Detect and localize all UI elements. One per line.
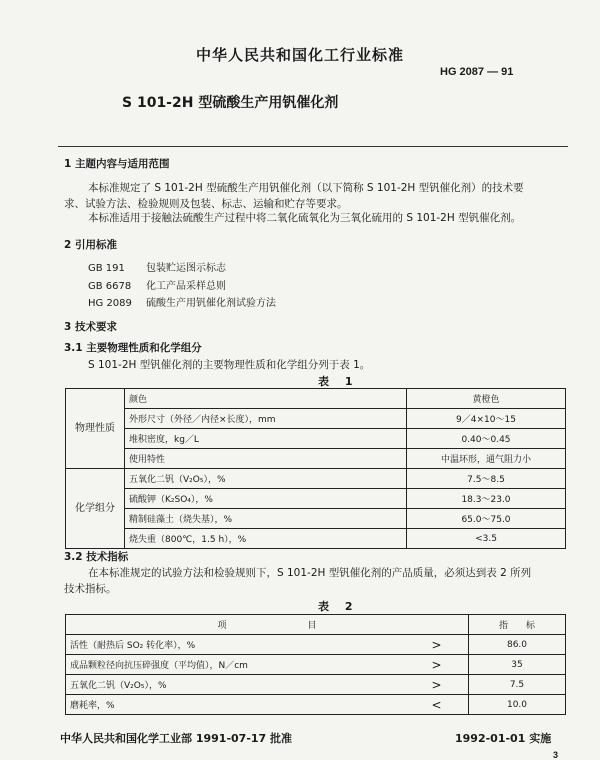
table-cell-value: 中温环形，通气阻力小	[407, 449, 566, 469]
comparison-symbol: >	[405, 655, 469, 675]
table-cell-value: 86.0	[469, 635, 566, 655]
table-cell-item: 五氧化二钒（V₂O₅），%	[66, 675, 406, 695]
table-cell-item: 磨耗率，%	[66, 695, 406, 715]
table-cell-value: 7.5～8.5	[407, 469, 566, 489]
table-cell-item: 堆积密度，kg／L	[125, 429, 407, 449]
title-rule	[58, 146, 568, 147]
table-row	[66, 449, 566, 469]
section-3-2-text-b: 技术指标。	[64, 583, 117, 595]
effective-date: 1992-01-01 实施	[455, 732, 552, 745]
table-row	[66, 389, 566, 409]
page-number: 3	[553, 750, 559, 760]
table-row	[66, 489, 566, 509]
issuer-approval: 中华人民共和国化学工业部 1991-07-17 批准	[60, 732, 293, 745]
group-label-physical: 物理性质	[66, 389, 125, 469]
table-row	[66, 635, 566, 655]
section-2-heading: 2 引用标准	[64, 239, 117, 251]
section-3-1-heading: 3.1 主要物理性质和化学组分	[64, 342, 202, 354]
section-1-para-2: 本标准适用于接触法硫酸生产过程中将二氧化硫氧化为三氧化硫用的 S 101-2H 型钒催化剂。	[88, 212, 522, 224]
table-cell-value: 黄橙色	[407, 389, 566, 409]
table-cell-item: 精制硅藻土（烧失基），%	[125, 509, 407, 529]
table-row	[66, 529, 566, 549]
reference-item: GB 6678 化工产品采样总则	[88, 281, 226, 292]
table-cell-value: 18.3～23.0	[407, 489, 566, 509]
table-row	[66, 675, 566, 695]
comparison-symbol: >	[405, 675, 469, 695]
table-cell-item: 使用特性	[125, 449, 407, 469]
section-3-1-text: S 101-2H 型钒催化剂的主要物理性质和化学组分列于表 1。	[88, 359, 371, 371]
table-2	[65, 614, 566, 715]
table-cell-value: 0.40～0.45	[407, 429, 566, 449]
standard-name: 中华人民共和国化工行业标准	[195, 46, 404, 64]
column-header-item: 项 目	[66, 615, 469, 635]
table-row	[66, 429, 566, 449]
table-cell-value: 65.0～75.0	[407, 509, 566, 529]
section-3-2-heading: 3.2 技术指标	[64, 551, 129, 563]
table-cell-item: 硫酸钾（K₂SO₄），%	[125, 489, 407, 509]
section-1-heading: 1 主题内容与适用范围	[64, 158, 170, 170]
table-1-caption: 表 1	[318, 375, 359, 388]
table-row	[66, 655, 566, 675]
table-cell-value: 9／4×10～15	[407, 409, 566, 429]
table-cell-item: 颜色	[125, 389, 407, 409]
table-header-row	[66, 615, 566, 635]
comparison-symbol: <	[405, 695, 469, 715]
document-title: S 101-2H 型硫酸生产用钒催化剂	[122, 95, 339, 111]
section-3-heading: 3 技术要求	[64, 321, 117, 333]
reference-item: GB 191 包装贮运图示标志	[88, 263, 226, 274]
table-cell-item: 成品颗粒径向抗压碎强度（平均值），N／cm	[66, 655, 406, 675]
section-1-para-1b: 求、试验方法、检验规则及包装、标志、运输和贮存等要求。	[64, 198, 348, 210]
standard-code: HG 2087 — 91	[440, 66, 514, 78]
group-label-chemical: 化学组分	[66, 469, 125, 549]
table-1	[65, 388, 566, 549]
section-1-para-1a: 本标准规定了 S 101-2H 型硫酸生产用钒催化剂（以下简称 S 101-2H 型钒催化剂）的技术要	[88, 182, 524, 194]
section-3-2-text-a: 在本标准规定的试验方法和检验规则下，S 101-2H 型钒催化剂的产品质量，必须达到表 2 所列	[88, 567, 532, 579]
table-cell-item: 五氧化二钒（V₂O₅），%	[125, 469, 407, 489]
reference-item: HG 2089 硫酸生产用钒催化剂试验方法	[88, 298, 276, 309]
table-cell-item: 活性（耐热后 SO₂ 转化率），%	[66, 635, 406, 655]
table-2-caption: 表 2	[318, 600, 359, 613]
table-cell-value: 35	[469, 655, 566, 675]
table-cell-item: 外形尺寸（外径／内径×长度），mm	[125, 409, 407, 429]
table-row	[66, 695, 566, 715]
comparison-symbol: >	[405, 635, 469, 655]
table-cell-item: 烧失重（800℃，1.5 h），%	[125, 529, 407, 549]
table-cell-value: 10.0	[469, 695, 566, 715]
table-row	[66, 409, 566, 429]
table-cell-value: 7.5	[469, 675, 566, 695]
table-cell-value: <3.5	[407, 529, 566, 549]
column-header-value: 指 标	[469, 615, 566, 635]
table-row	[66, 469, 566, 489]
table-row	[66, 509, 566, 529]
